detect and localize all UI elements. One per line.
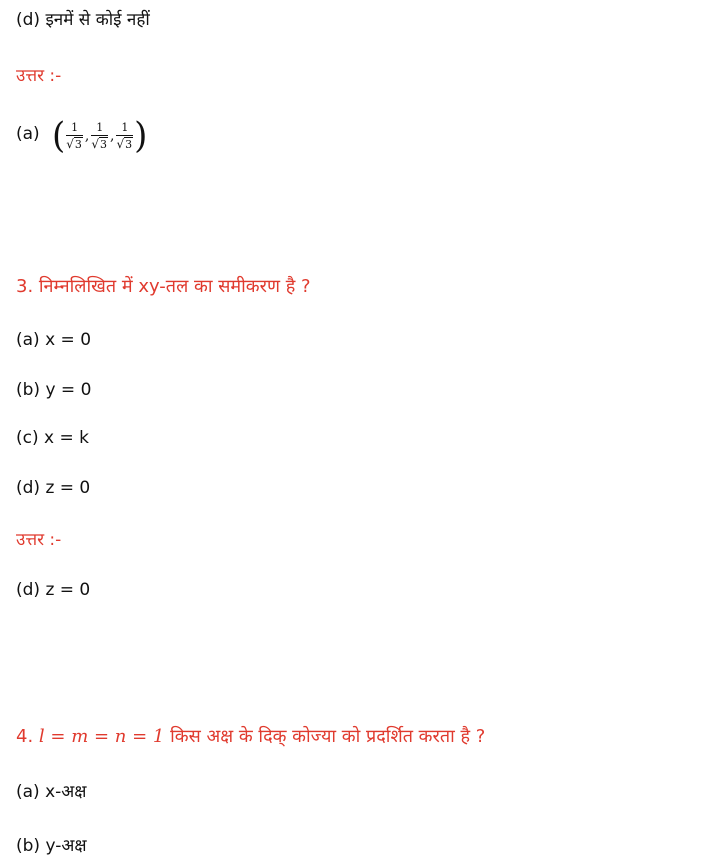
fraction-2-bar: [91, 135, 108, 136]
comma-2: ,: [110, 128, 115, 144]
fraction-3-bar: [116, 135, 133, 136]
close-paren: ): [134, 115, 148, 157]
answer-fraction-triplet: [52, 116, 147, 156]
option-d-none: (d) इनमें से कोई नहीं: [16, 10, 150, 30]
fraction-1-radicand: 3: [74, 138, 82, 151]
q3-option-d: (d) z = 0: [16, 478, 91, 498]
comma-1: ,: [84, 128, 90, 144]
q3-option-a: (a) x = 0: [16, 330, 92, 350]
answer-3-value: (d) z = 0: [16, 580, 91, 600]
fraction-1-numerator: 1: [71, 121, 79, 134]
question-4-math: l = m = n = 1: [38, 726, 165, 747]
question-4-number: 4.: [16, 726, 34, 747]
answer-heading-1: उत्तर :-: [16, 66, 62, 86]
open-paren: (: [52, 115, 66, 157]
answer-option-a-label: (a): [16, 124, 40, 144]
fraction-2: [91, 121, 108, 151]
fraction-3-numerator: 1: [121, 121, 129, 134]
fraction-2-denominator: [91, 137, 108, 151]
fraction-3-denominator: [116, 137, 133, 151]
fraction-3: [116, 121, 133, 151]
q4-option-b: (b) y-अक्ष: [16, 836, 87, 856]
fraction-1-denominator: [66, 137, 83, 151]
fraction-1-bar: [66, 135, 83, 136]
q3-option-b: (b) y = 0: [16, 380, 92, 400]
q4-option-a: (a) x-अक्ष: [16, 782, 87, 802]
sqrt-icon: √: [116, 137, 125, 151]
question-4-text: किस अक्ष के दिक् कोज्या को प्रदर्शित करता है ?: [170, 726, 486, 747]
sqrt-icon: √: [66, 137, 74, 151]
question-3: 3. निम्नलिखित में xy-तल का समीकरण है ?: [16, 276, 311, 297]
fraction-3-radicand: 3: [125, 138, 133, 151]
question-4: [16, 728, 485, 746]
q3-option-c: (c) x = k: [16, 428, 89, 448]
fraction-1: [66, 121, 83, 151]
fraction-2-numerator: 1: [96, 121, 104, 134]
answer-heading-3: उत्तर :-: [16, 530, 62, 550]
fraction-2-radicand: 3: [100, 138, 108, 151]
sqrt-icon: √: [91, 137, 100, 151]
